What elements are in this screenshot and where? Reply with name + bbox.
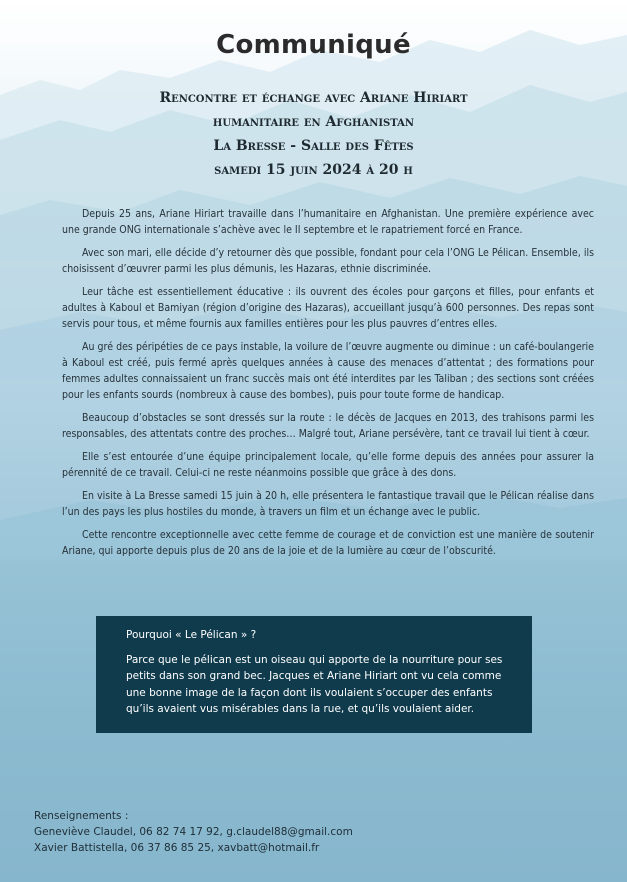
page-title: Communiqué xyxy=(216,30,411,60)
paragraph: Au gré des péripéties de ce pays instable, la voilure de l’œuvre augmente ou diminue : un café-boulangerie à Kaboul est créé, puis fermé après quelques années à cause des menaces d’attentat ; des formations pour femmes adultes connaissaient un franc succès mais ont été interdites par les Taliban ; des sections sont créées pour les enfants sourds (nombreux à cause des bombes), puis pour toute forme de handicap. xyxy=(62,341,594,401)
article-body xyxy=(62,206,594,566)
contact-info xyxy=(34,808,434,856)
info-box-question: Pourquoi « Le Pélican » ? xyxy=(126,629,257,641)
contact-heading: Renseignements : xyxy=(34,810,129,822)
info-box-answer: Parce que le pélican est un oiseau qui apporte de la nourriture pour ses petits dans son grand bec. Jacques et Ariane Hiriart ont vu cela comme une bonne image de la façon dont ils voulaient s’occuper des enfants qu’ils avaient vus misérables dans la rue, et qu’ils voulaient aider. xyxy=(126,653,503,715)
paragraph: En visite à La Bresse samedi 15 juin à 20 h, elle présentera le fantastique travail que le Pélican réalise dans l’un des pays les plus hostiles du monde, à travers un film et un échange avec le public. xyxy=(62,490,594,518)
subtitle-event: Rencontre et échange avec Ariane Hiriart xyxy=(159,90,468,106)
paragraph: Depuis 25 ans, Ariane Hiriart travaille dans l’humanitaire en Afghanistan. Une première expérience avec une grande ONG internationale s’achève avec le II septembre et le rapatriement forcé en France. xyxy=(62,208,594,236)
subtitle-topic: humanitaire en Afghanistan xyxy=(212,114,415,130)
pelican-info-box xyxy=(96,616,532,733)
contact-line: Xavier Battistella, 06 37 86 85 25, xavbatt@hotmail.fr xyxy=(34,842,320,854)
subtitle-date: samedi 15 juin 2024 à 20 h xyxy=(214,162,413,178)
paragraph: Elle s’est entourée d’une équipe principalement locale, qu’elle forme depuis des années pour assurer la pérennité de ce travail. Celui-ci ne reste néanmoins possible que grâce à des dons. xyxy=(62,451,594,479)
paragraph: Leur tâche est essentiellement éducative : ils ouvrent des écoles pour garçons et filles, pour enfants et adultes à Kaboul et Bamiyan (région d’origine des Hazaras), accueillant jusqu’à 600 personnes. Des repas sont servis pour tous, et même fournis aux familles entières pour les plus pauvres d’entres elles. xyxy=(62,286,594,330)
paragraph: Cette rencontre exceptionnelle avec cette femme de courage et de conviction est une manière de soutenir Ariane, qui apporte depuis plus de 20 ans de la joie et de la lumière au cœur de l’obscurité. xyxy=(62,529,594,557)
subtitle-location: La Bresse - Salle des Fêtes xyxy=(213,138,414,154)
paragraph: Beaucoup d’obstacles se sont dressés sur la route : le décès de Jacques en 2013, des trahisons parmi les responsables, des attentats contre des proches… Malgré tout, Ariane persévère, tant ce travail lui tient à cœur. xyxy=(62,412,594,440)
contact-line: Geneviève Claudel, 06 82 74 17 92, g.claudel88@gmail.com xyxy=(34,826,353,838)
paragraph: Avec son mari, elle décide d’y retourner dès que possible, fondant pour cela l’ONG Le Pélican. Ensemble, ils choisissent d’œuvrer parmi les plus démunis, les Hazaras, ethnie discriminée. xyxy=(62,247,594,275)
